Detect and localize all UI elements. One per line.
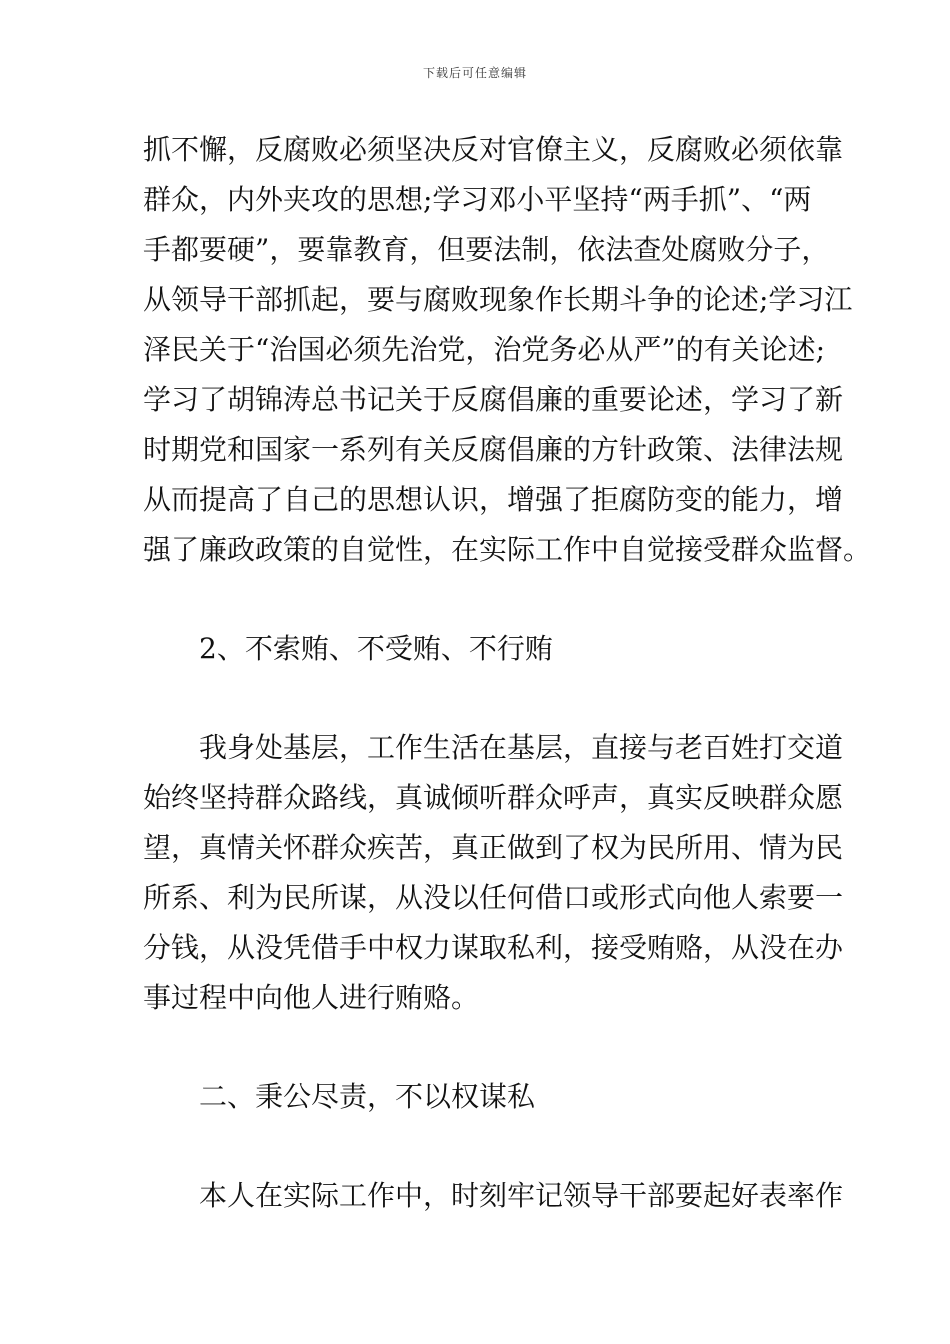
paragraph-line: 学习了胡锦涛总书记关于反腐倡廉的重要论述，学习了新 [143, 383, 844, 416]
paragraph-line: 始终坚持群众路线，真诚倾听群众呼声，真实反映群众愿 [143, 781, 844, 814]
paragraph-line: 我身处基层，工作生活在基层，直接与老百姓打交道 [199, 731, 844, 764]
paragraph-line: 所系、利为民所谋，从没以任何借口或形式向他人索要一 [143, 881, 844, 914]
paragraph-3 [143, 1171, 844, 1221]
paragraph-line: 抓不懈，反腐败必须坚决反对官僚主义，反腐败必须依靠 [143, 133, 844, 166]
paragraph-line: 从领导干部抓起，要与腐败现象作长期斗争的论述;学习江 [143, 283, 853, 316]
paragraph-line: 从而提高了自己的思想认识，增强了拒腐防变的能力，增 [143, 483, 844, 516]
page-header: 下载后可任意编辑 [422, 66, 527, 80]
paragraph-spacer [143, 1122, 813, 1171]
paragraph-line: 望，真情关怀群众疾苦，真正做到了权为民所用、情为民 [143, 831, 844, 864]
paragraph-line: 分钱，从没凭借手中权力谋取私利，接受贿赂，从没在办 [143, 931, 844, 964]
section-heading-3: 二、秉公尽责，不以权谋私 [199, 1080, 536, 1113]
paragraph-spacer [143, 674, 813, 723]
paragraph-spacer [143, 575, 813, 624]
paragraph-line: 手都要硬”，要靠教育，但要法制，依法查处腐败分子， [143, 233, 830, 266]
document-body [143, 125, 872, 1221]
paragraph-line: 群众，内外夹攻的思想;学习邓小平坚持“两手抓”、“两 [143, 183, 812, 216]
paragraph-spacer [143, 1023, 813, 1072]
paragraph-line: 本人在实际工作中，时刻牢记领导干部要起好表率作 [199, 1179, 844, 1212]
paragraph-line: 强了廉政政策的自觉性，在实际工作中自觉接受群众监督。 [143, 533, 872, 566]
section-heading-2: 2、不索贿、不受贿、不行贿 [199, 632, 553, 665]
paragraph-1 [143, 125, 872, 575]
paragraph-line: 泽民关于“治国必须先治党，治党务必从严”的有关论述; [143, 333, 826, 366]
paragraph-line: 时期党和国家一系列有关反腐倡廉的方针政策、法律法规 [143, 433, 844, 466]
paragraph-2 [143, 723, 844, 1023]
paragraph-line: 事过程中向他人进行贿赂。 [143, 981, 480, 1014]
